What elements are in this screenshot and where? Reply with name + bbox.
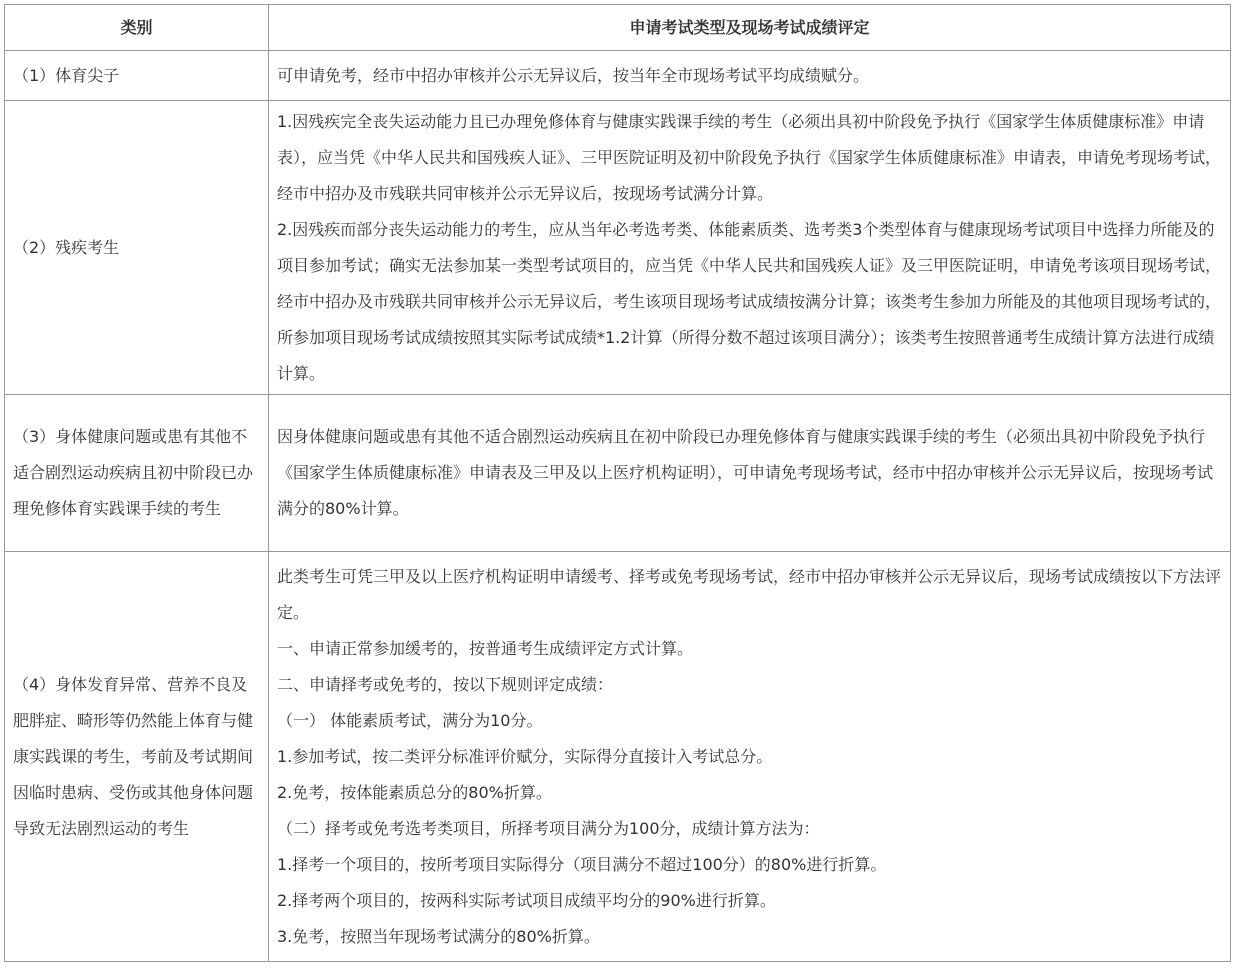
table-row: [5, 395, 1231, 552]
category-cell: （4）身体发育异常、营养不良及肥胖症、畸形等仍然能上体育与健康实践课的考生，考前及考试期间因临时患病、受伤或其他身体问题导致无法剧烈运动的考生: [5, 552, 269, 962]
description-line: （二）择考或免考选考类项目，所择考项目满分为100分，成绩计算方法为：: [277, 818, 820, 838]
description-line: 1.择考一个项目的，按所考项目实际得分（项目满分不超过100分）的80%进行折算。: [277, 854, 887, 874]
category-cell: （2）残疾考生: [5, 101, 269, 395]
description-cell: [269, 395, 1231, 552]
description-line: 可申请免考，经市中招办审核并公示无异议后，按当年全市现场考试平均成绩赋分。: [277, 65, 870, 85]
description-line: 1.因残疾完全丧失运动能力且已办理免修体育与健康实践课手续的考生（必须出具初中阶段免予执行《国家学生体质健康标准》申请表），应当凭《中华人民共和国残疾人证》、三甲医院证明及初中阶段免予执行《国家学生体质健康标准》申请表，申请免考现场考试，经市中招办及市残联共同审核并公示无异议后，按现场考试满分计算。: [277, 111, 1222, 203]
description-cell: [269, 552, 1231, 962]
table-header-row: [5, 5, 1231, 51]
description-line: 2.免考，按体能素质总分的80%折算。: [277, 782, 552, 802]
description-line: 一、申请正常参加缓考的，按普通考生成绩评定方式计算。: [277, 638, 694, 658]
category-cell: （3）身体健康问题或患有其他不适合剧烈运动疾病且初中阶段已办理免修体育实践课手续的考生: [5, 395, 269, 552]
description-cell: [269, 51, 1231, 101]
description-line: 2.因残疾而部分丧失运动能力的考生，应从当年必考选考类、体能素质类、选考类3个类型体育与健康现场考试项目中选择力所能及的项目参加考试；确实无法参加某一类型考试项目的，应当凭《中华人民共和国残疾人证》及三甲医院证明，申请免考该项目现场考试，经市中招办及市残联共同审核并公示无异议后，考生该项目现场考试成绩按满分计算；该类考生参加力所能及的其他项目现场考试的，所参加项目现场考试成绩按照其实际考试成绩*1.2计算（所得分数不超过该项目满分）；该类考生按照普通考生成绩计算方法进行成绩计算。: [277, 219, 1222, 383]
table-row: [5, 51, 1231, 101]
description-line: 1.参加考试，按二类评分标准评价赋分，实际得分直接计入考试总分。: [277, 746, 773, 766]
description-line: 3.免考，按照当年现场考试满分的80%折算。: [277, 926, 600, 946]
evaluation-table: [4, 4, 1231, 962]
table-row: [5, 552, 1231, 962]
table-row: [5, 101, 1231, 395]
header-category: 类别: [5, 5, 269, 51]
category-cell: （1）体育尖子: [5, 51, 269, 101]
description-line: 因身体健康问题或患有其他不适合剧烈运动疾病且在初中阶段已办理免修体育与健康实践课手续的考生（必须出具初中阶段免予执行《国家学生体质健康标准》申请表及三甲及以上医疗机构证明），可申请免考现场考试，经市中招办审核并公示无异议后，按现场考试满分的80%计算。: [277, 427, 1214, 518]
description-cell: [269, 101, 1231, 395]
header-evaluation: 申请考试类型及现场考试成绩评定: [269, 5, 1231, 51]
description-line: （一） 体能素质考试，满分为10分。: [277, 710, 543, 730]
description-line: 二、申请择考或免考的，按以下规则评定成绩：: [277, 674, 614, 694]
description-line: 此类考生可凭三甲及以上医疗机构证明申请缓考、择考或免考现场考试，经市中招办审核并公示无异议后，现场考试成绩按以下方法评定。: [277, 566, 1222, 622]
description-line: 2.择考两个项目的，按两科实际考试项目成绩平均分的90%进行折算。: [277, 890, 776, 910]
